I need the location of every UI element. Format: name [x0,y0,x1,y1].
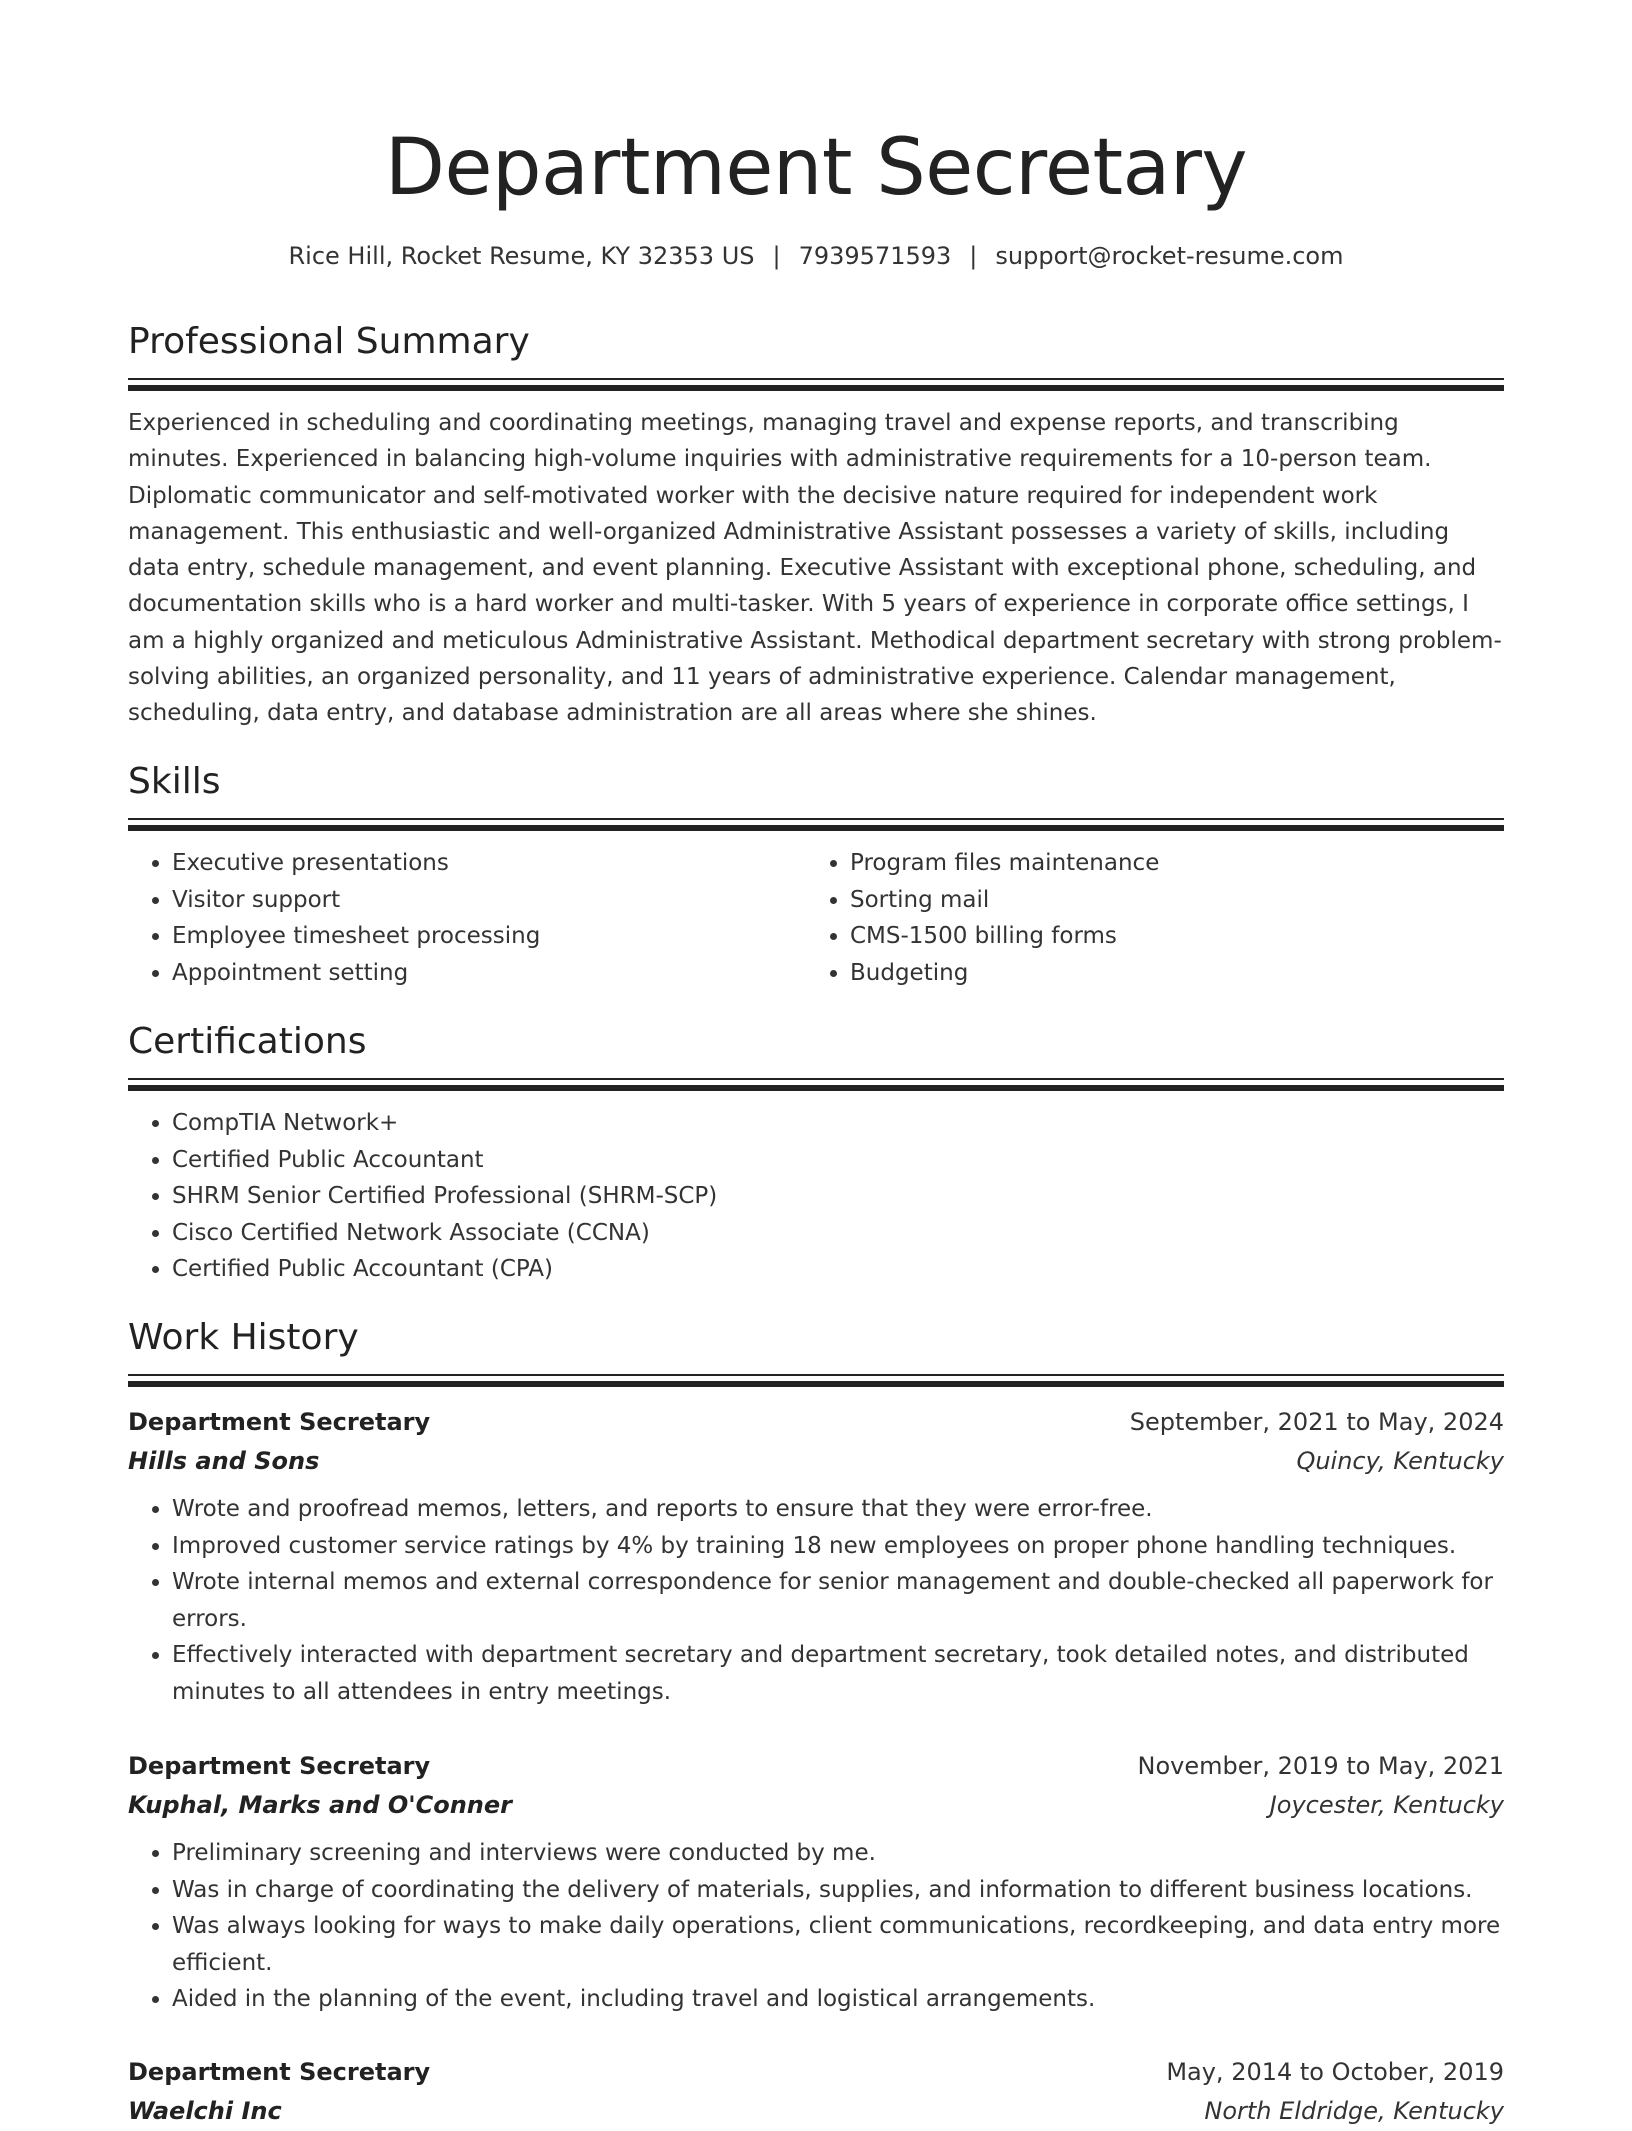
skills-column-right [806,845,1484,991]
section-divider [128,1374,1504,1376]
contact-phone[interactable]: 7939571593 [798,242,952,270]
contact-separator: | [772,242,781,270]
job-company: Kuphal, Marks and O'Conner [128,1791,512,1819]
contact-separator: | [969,242,978,270]
job-location: North Eldridge, Kentucky [1204,2097,1504,2125]
summary-section [128,318,1504,732]
contact-line [128,238,1504,274]
section-divider [128,825,1504,831]
job-dates: November, 2019 to May, 2021 [1137,1752,1504,1780]
job-dates: May, 2014 to October, 2019 [1166,2058,1504,2086]
job-location: Quincy, Kentucky [1296,1447,1504,1475]
job-dates: September, 2021 to May, 2024 [1129,1408,1504,1436]
certification-item: • SHRM Senior Certified Professional (SHRM-SCP) [172,1178,1504,1215]
certification-item: • CompTIA Network+ [172,1105,1504,1142]
work-history-section [128,1314,1504,1387]
skill-item: • CMS-1500 billing forms [850,918,1484,955]
job-title: Department Secretary [128,1752,431,1780]
skill-item: • Appointment setting [172,955,806,992]
job-bullet: • Was always looking for ways to make daily operations, client communications, recordkeeping, and data entry more efficient. [172,1908,1504,1981]
contact-email[interactable]: support@rocket-resume.com [995,242,1344,270]
section-heading: Professional Summary [128,321,530,362]
job-company: Waelchi Inc [128,2097,282,2125]
skills-columns [128,845,1504,991]
job-title: Department Secretary [128,1408,431,1436]
skill-item: • Sorting mail [850,882,1484,919]
section-heading: Work History [128,1317,359,1358]
resume-title: Department Secretary [384,123,1248,213]
job-bullet: • Preliminary screening and interviews were conducted by me. [172,1835,1504,1872]
summary-text: Experienced in scheduling and coordinating meetings, managing travel and expense reports, and transcribing minutes. Experienced in balancing high-volume inquiries with administrative requirements for a 10-person team. Diplomatic communicator and self-motivated worker with the decisive nature required for independent work management. This enthusiastic and well-organized Administrative Assistant possesses a variety of skills, including data entry, schedule management, and event planning. Executive Assistant with exceptional phone, scheduling, and documentation skills who is a hard worker and multi-tasker. With 5 years of experience in corporate office settings, I am a highly organized and meticulous Administrative Assistant. Methodical department secretary with strong problem-solving abilities, an organized personality, and 11 years of administrative experience. Calendar management, scheduling, data entry, and database administration are all areas where she shines. [128,410,1502,727]
skill-item: • Executive presentations [172,845,806,882]
section-divider [128,378,1504,380]
skill-item: • Employee timesheet processing [172,918,806,955]
certifications-section [128,1018,1504,1288]
section-heading: Skills [128,761,221,802]
contact-address: Rice Hill, Rocket Resume, KY 32353 US [288,242,755,270]
job-entry [128,2053,1504,2131]
section-divider [128,818,1504,820]
job-bullet: • Improved customer service ratings by 4% by training 18 new employees on proper phone handling techniques. [172,1528,1504,1565]
job-location: Joycester, Kentucky [1269,1791,1504,1819]
job-entry [128,1747,1504,2018]
job-bullet: • Aided in the planning of the event, including travel and logistical arrangements. [172,1981,1504,2018]
certification-item: • Certified Public Accountant [172,1142,1504,1179]
section-divider [128,1381,1504,1387]
job-bullet: • Wrote internal memos and external correspondence for senior management and double-checked all paperwork for errors. [172,1564,1504,1637]
job-bullet: • Was in charge of coordinating the delivery of materials, supplies, and information to different business locations. [172,1872,1504,1909]
job-entry [128,1403,1504,1710]
section-heading: Certifications [128,1021,367,1062]
skill-item: • Program files maintenance [850,845,1484,882]
skill-item: • Visitor support [172,882,806,919]
section-divider [128,385,1504,391]
skills-column-left [128,845,806,991]
skill-item: • Budgeting [850,955,1484,992]
certification-item: • Certified Public Accountant (CPA) [172,1251,1504,1288]
certification-item: • Cisco Certified Network Associate (CCNA) [172,1215,1504,1252]
skills-section [128,758,1504,991]
job-company: Hills and Sons [128,1447,320,1475]
job-bullet: • Effectively interacted with department secretary and department secretary, took detailed notes, and distributed minutes to all attendees in entry meetings. [172,1637,1504,1710]
job-title: Department Secretary [128,2058,431,2086]
section-divider [128,1085,1504,1091]
job-bullet: • Wrote and proofread memos, letters, and reports to ensure that they were error-free. [172,1491,1504,1528]
section-divider [128,1078,1504,1080]
